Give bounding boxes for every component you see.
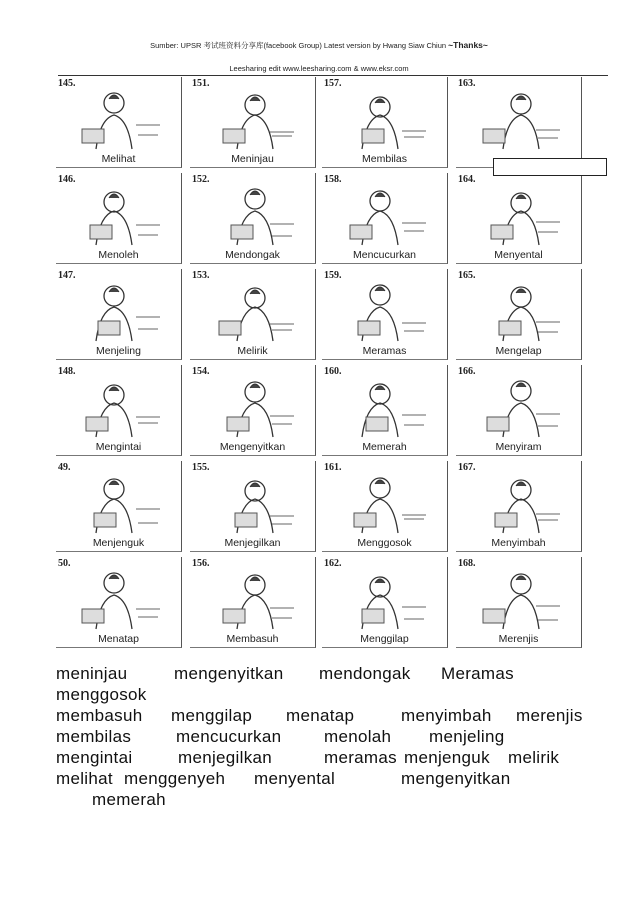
word-line-5: [56, 747, 616, 768]
word: menggosok: [56, 685, 147, 704]
word: mengenyitkan: [174, 664, 284, 683]
person-sketch-icon: [342, 565, 432, 631]
item-caption: Melirik: [237, 345, 268, 357]
word: mengenyitkan: [401, 769, 511, 788]
word-line-2: [56, 684, 616, 705]
word-bank: [56, 663, 616, 810]
person-sketch-icon: [76, 565, 166, 631]
item-number: 153.: [192, 270, 210, 281]
word-line-1: [56, 663, 616, 684]
picture-cell: [190, 461, 316, 552]
item-caption: Meninjau: [231, 153, 274, 165]
picture-cell: [322, 269, 448, 360]
item-number: 167.: [458, 462, 476, 473]
item-caption: Menjenguk: [92, 537, 145, 549]
item-caption: Meramas: [362, 345, 407, 357]
source-line: Sumber: UPSR 考试班资料分享库(facebook Group) Latest version by Hwang Siaw Chiun: [150, 41, 447, 50]
word: menjenguk: [404, 748, 490, 767]
word: melirik: [508, 748, 560, 767]
picture-cell: [56, 365, 182, 456]
header-divider: [58, 75, 608, 76]
item-caption: Mengenyitkan: [219, 441, 286, 453]
item-number: 50.: [58, 558, 71, 569]
item-number: 162.: [324, 558, 342, 569]
picture-cell: [456, 77, 582, 168]
word: meramas: [324, 748, 397, 767]
word: menggilap: [171, 706, 253, 725]
person-sketch-icon: [476, 565, 566, 631]
item-number: 157.: [324, 78, 342, 89]
word: melihat: [56, 769, 113, 788]
item-caption: Menatap: [98, 633, 139, 645]
share-line: Leesharing edit www.leesharing.com & www.eksr.com: [229, 64, 409, 73]
word: mendongak: [319, 664, 411, 683]
picture-cell: [322, 365, 448, 456]
item-caption: Melihat: [101, 153, 136, 165]
word-line-7: [56, 789, 616, 810]
picture-cell: [56, 557, 182, 648]
item-caption: Memerah: [362, 441, 407, 453]
picture-cell: [456, 269, 582, 360]
item-number: 146.: [58, 174, 76, 185]
picture-cell: [456, 173, 582, 264]
item-number: 168.: [458, 558, 476, 569]
item-number: 152.: [192, 174, 210, 185]
picture-cell: [56, 461, 182, 552]
person-sketch-icon: [210, 181, 300, 247]
word: memerah: [92, 790, 166, 809]
person-sketch-icon: [476, 277, 566, 343]
person-sketch-icon: [76, 469, 166, 535]
item-caption: Menjegilkan: [224, 537, 281, 549]
person-sketch-icon: [210, 565, 300, 631]
picture-cell: [322, 461, 448, 552]
item-caption: Menyiram: [495, 441, 542, 453]
word: merenjis: [516, 706, 583, 725]
picture-cell: [190, 269, 316, 360]
picture-cell: [56, 173, 182, 264]
person-sketch-icon: [76, 181, 166, 247]
word: menyimbah: [401, 706, 492, 725]
person-sketch-icon: [342, 181, 432, 247]
picture-cell: [456, 461, 582, 552]
item-caption: Mengintai: [95, 441, 142, 453]
item-number: 151.: [192, 78, 210, 89]
item-caption: Menggosok: [357, 537, 412, 549]
word: menatap: [286, 706, 355, 725]
person-sketch-icon: [210, 277, 300, 343]
item-number: 159.: [324, 270, 342, 281]
picture-cell: [456, 557, 582, 648]
word: Meramas: [441, 664, 514, 683]
item-number: 161.: [324, 462, 342, 473]
word: menggenyeh: [124, 769, 226, 788]
item-caption: Merenjis: [498, 633, 539, 645]
word: membilas: [56, 727, 132, 746]
word: menolah: [324, 727, 392, 746]
picture-cell: [322, 557, 448, 648]
person-sketch-icon: [210, 373, 300, 439]
item-number: 156.: [192, 558, 210, 569]
item-number: 158.: [324, 174, 342, 185]
item-number: 148.: [58, 366, 76, 377]
person-sketch-icon: [342, 85, 432, 151]
person-sketch-icon: [476, 181, 566, 247]
item-caption: Menggilap: [360, 633, 409, 645]
item-caption: Membasuh: [226, 633, 279, 645]
picture-cell: [190, 173, 316, 264]
person-sketch-icon: [342, 277, 432, 343]
person-sketch-icon: [76, 277, 166, 343]
item-number: 164.: [458, 174, 476, 185]
item-number: 160.: [324, 366, 342, 377]
person-sketch-icon: [342, 469, 432, 535]
word: mencucurkan: [176, 727, 282, 746]
item-number: 154.: [192, 366, 210, 377]
person-sketch-icon: [210, 85, 300, 151]
word: menyental: [254, 769, 336, 788]
picture-cell: [190, 365, 316, 456]
person-sketch-icon: [76, 85, 166, 151]
item-number: 145.: [58, 78, 76, 89]
person-sketch-icon: [342, 373, 432, 439]
item-caption: Menjeling: [96, 345, 141, 357]
word-line-3: [56, 705, 616, 726]
item-number: 147.: [58, 270, 76, 281]
person-sketch-icon: [476, 469, 566, 535]
item-number: 163.: [458, 78, 476, 89]
picture-cell: [322, 77, 448, 168]
picture-cell: [456, 365, 582, 456]
word: mengintai: [56, 748, 133, 767]
word: menjeling: [429, 727, 505, 746]
item-number: 165.: [458, 270, 476, 281]
word: meninjau: [56, 664, 128, 683]
picture-cell: [190, 557, 316, 648]
picture-cell: [56, 269, 182, 360]
item-caption: Mengelap: [495, 345, 542, 357]
word-line-4: [56, 726, 616, 747]
person-sketch-icon: [476, 85, 566, 151]
item-caption: Mencucurkan: [352, 249, 417, 261]
word-line-6: [56, 768, 616, 789]
person-sketch-icon: [210, 469, 300, 535]
person-sketch-icon: [476, 373, 566, 439]
thanks-text: ~Thanks~: [448, 40, 488, 50]
picture-cell: [322, 173, 448, 264]
word: membasuh: [56, 706, 143, 725]
item-number: 155.: [192, 462, 210, 473]
picture-cell: [56, 77, 182, 168]
source-header: [0, 40, 638, 51]
person-sketch-icon: [76, 373, 166, 439]
item-number: 166.: [458, 366, 476, 377]
word: menjegilkan: [178, 748, 273, 767]
item-caption: Menyimbah: [491, 537, 546, 549]
item-caption: Menoleh: [98, 249, 139, 261]
item-caption: Mendongak: [225, 249, 280, 261]
picture-cell: [190, 77, 316, 168]
answer-box-163[interactable]: [493, 158, 607, 176]
item-caption: Menyental: [494, 249, 543, 261]
item-caption: Membilas: [362, 153, 407, 165]
item-number: 49.: [58, 462, 71, 473]
